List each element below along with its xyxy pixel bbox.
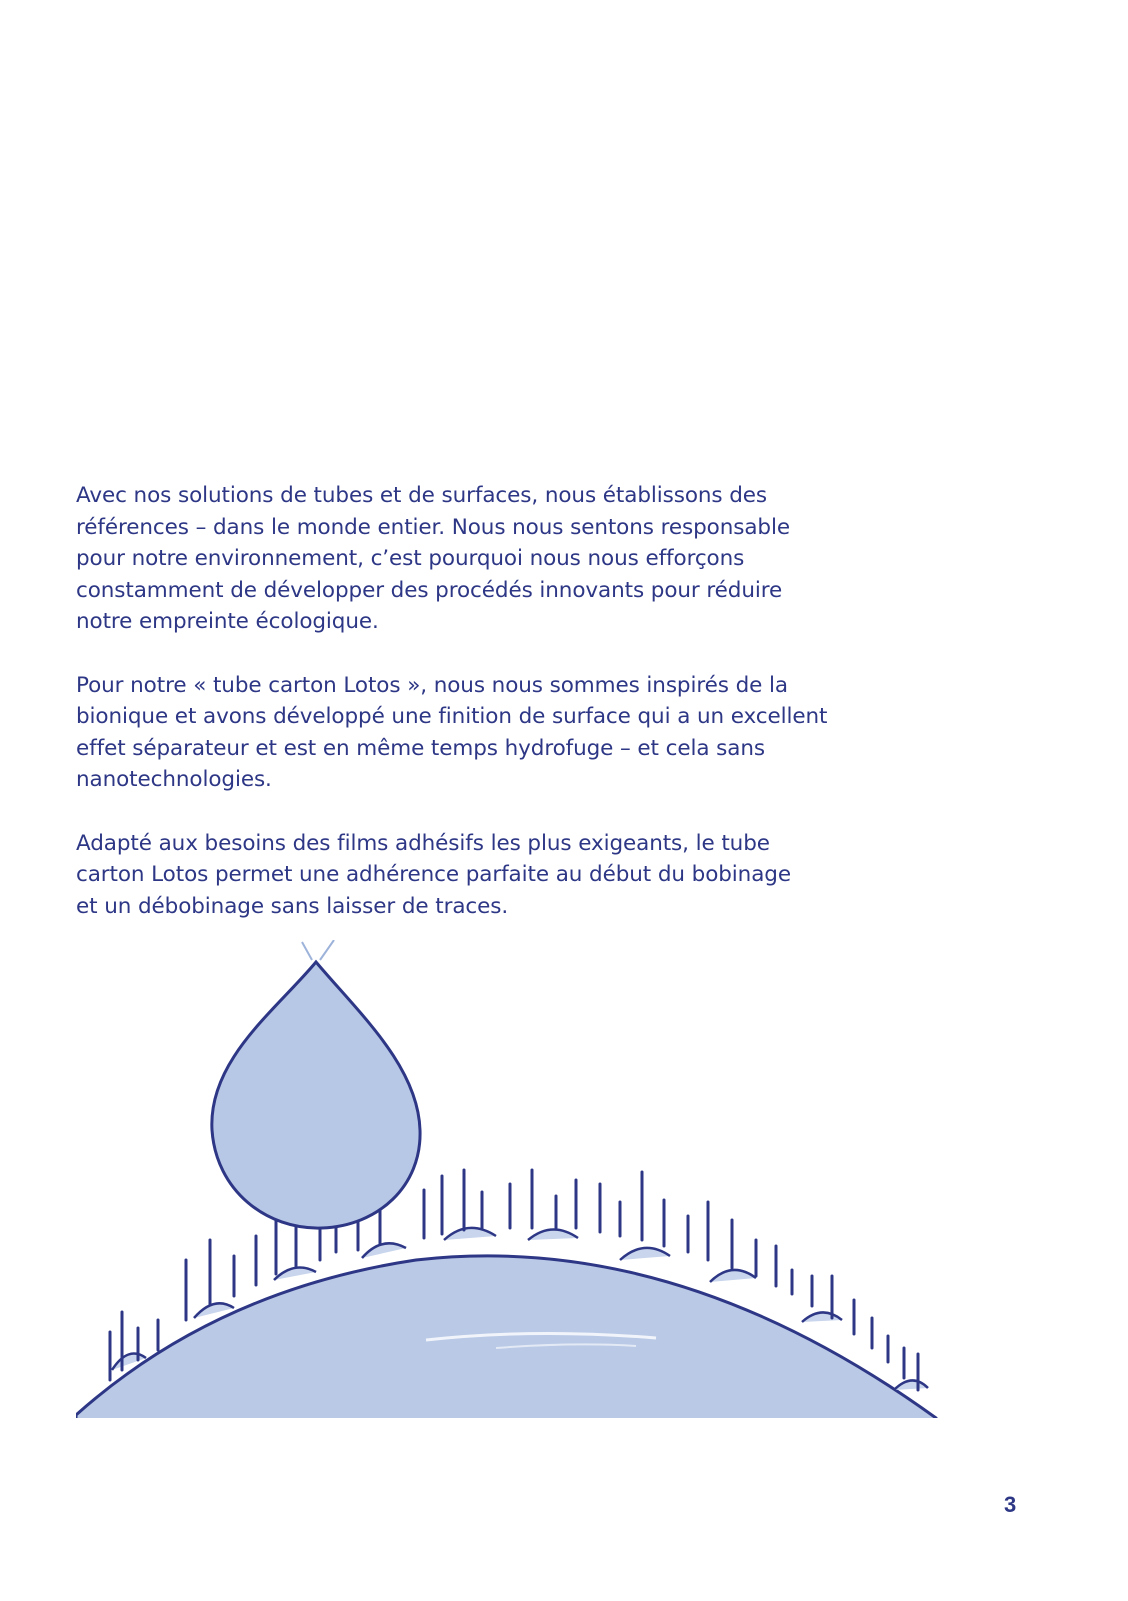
tube-surface	[76, 1256, 936, 1460]
paragraph-lotos-tube: Pour notre « tube carton Lotos », nous nous sommes inspirés de la bionique et avons développé une finition de surface qui a un excellent effet séparateur et est en même temps hydrofuge – et cela sans nanotechnologies.	[76, 672, 828, 792]
lotus-effect-illustration	[76, 940, 956, 1460]
page-number: 3	[1004, 1492, 1017, 1517]
paragraph-intro: Avec nos solutions de tubes et de surfaces, nous établissons des références – dans le monde entier. Nous nous sentons responsable pour notre environnement, c’est pourquoi nous nous efforçons constamment de développer des procédés innovants pour réduire notre empreinte écologique.	[76, 483, 790, 634]
body-text	[76, 480, 876, 954]
water-drop	[212, 962, 420, 1228]
water-drop-on-lotus-surface-icon	[76, 940, 956, 1460]
paragraph-adhesive-films: Adapté aux besoins des films adhésifs les plus exigeants, le tube carton Lotos permet une adhérence parfaite au début du bobinage et un débobinage sans laisser de traces.	[76, 830, 791, 919]
